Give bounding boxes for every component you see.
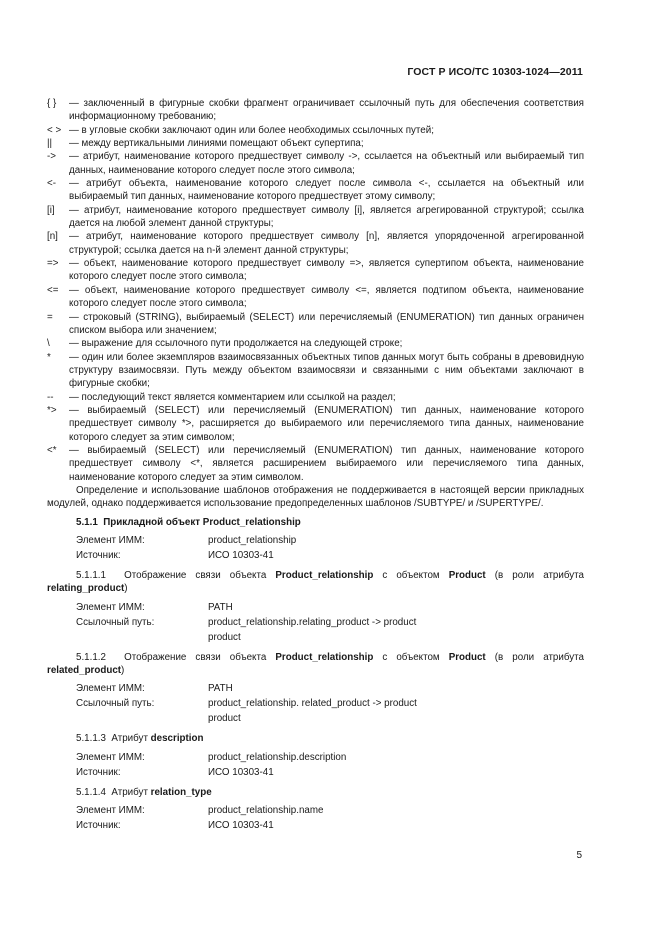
definition-text: — строковый (STRING), выбираемый (SELECT) или перечисляемый (ENUMERATION) тип данных ограничен списком выбора или значением; <box>69 311 584 336</box>
clause-text: Отображение связи объекта <box>124 570 267 581</box>
clause-attributes <box>76 803 584 833</box>
definition-item <box>47 257 584 284</box>
attribute-row <box>76 711 584 726</box>
definition-symbol: <* <box>47 444 57 456</box>
clause-number: 5.1.1.4 <box>76 786 106 798</box>
clause-text: ) <box>121 665 125 677</box>
definition-symbol: <- <box>47 178 56 190</box>
definition-item <box>47 404 584 444</box>
clause-text: ) <box>124 583 128 595</box>
attribute-value: product_relationship <box>208 535 297 546</box>
definition-symbol: < > <box>47 124 62 136</box>
clause-attribute-name: relation_type <box>150 786 212 798</box>
definition-text: — в угловые скобки заключают один или более необходимых ссылочных путей; <box>69 124 434 136</box>
definition-text: — один или более экземпляров взаимосвязанных объектных типов данных могут быть собраны в древовидную структуру взаимосвязи. Путь между объектом взаимосвязи и связанными с ним объектами заключают в фигурные скобки; <box>69 351 584 390</box>
attribute-key: Элемент ИММ: <box>76 535 145 546</box>
attribute-value: product_relationship. related_product -> product <box>208 698 417 710</box>
attribute-row <box>76 803 584 818</box>
definition-symbol: <= <box>47 284 59 296</box>
clause-text: (в роли атрибута <box>494 651 584 663</box>
attribute-row <box>76 818 584 833</box>
attribute-key: Источник: <box>76 820 121 832</box>
attribute-row <box>76 630 584 645</box>
attribute-row <box>76 600 584 615</box>
section-title-entity: Product_relationship <box>202 516 301 528</box>
attribute-row <box>76 681 584 696</box>
clause-text: Атрибут <box>111 733 148 745</box>
clause-role: relating_product <box>47 583 125 595</box>
attribute-value: product_relationship.name <box>208 805 324 817</box>
definition-text: — выражение для ссылочного пути продолжается на следующей строке; <box>69 338 403 350</box>
definition-text: — объект, наименование которого предшествует символу <=, является подтипом объекта, наименование которого следует после этого символа; <box>69 284 584 310</box>
attribute-value: ИСО 10303-41 <box>208 820 274 832</box>
definition-symbol: { } <box>47 98 57 109</box>
attribute-row <box>76 750 584 765</box>
clause-text: (в роли атрибута <box>494 570 584 581</box>
attribute-row <box>76 533 584 548</box>
definition-symbol: *> <box>47 404 57 416</box>
definition-item <box>47 150 584 177</box>
attribute-key: Элемент ИММ: <box>76 805 145 817</box>
attribute-value: ИСО 10303-41 <box>208 766 274 778</box>
attribute-value: product_relationship.relating_product -> product <box>208 616 417 628</box>
attribute-value: product <box>208 713 241 725</box>
clause-text: Отображение связи объекта <box>124 651 267 663</box>
definition-text: — атрибут объекта, наименование которого следует после символа <-, ссылается на объектный или выбираемый тип данных, наименование которого предшествует этому символу; <box>69 178 584 203</box>
clause-text: Атрибут <box>111 786 148 798</box>
attribute-key: Элемент ИММ: <box>76 751 145 763</box>
clause-number: 5.1.1.2 <box>76 651 106 663</box>
clause-attributes <box>76 750 584 780</box>
clause-attributes <box>76 681 584 726</box>
attribute-key: Ссылочный путь: <box>76 616 155 628</box>
definition-item <box>47 444 584 484</box>
attribute-key: Элемент ИММ: <box>76 683 145 695</box>
clause-heading <box>47 569 584 596</box>
definition-item <box>47 230 584 257</box>
definition-item <box>47 97 584 124</box>
clause-text: с объектом <box>382 651 440 663</box>
definition-symbol: [n] <box>47 231 58 243</box>
definition-text: — заключенный в фигурные скобки фрагмент ограничивает ссылочный путь для обеспечения соответствия информационному требованию; <box>69 98 584 123</box>
document-body <box>47 97 584 833</box>
clause-role: related_product <box>47 665 122 677</box>
definition-item <box>47 124 584 137</box>
definition-item <box>47 391 584 404</box>
definition-text: — атрибут, наименование которого предшествует символу [n], является упорядоченной агрегированной структурой; ссылка дается на n-й элемент данной структуры; <box>69 231 584 256</box>
definition-symbol: \ <box>47 338 50 350</box>
attribute-key: Источник: <box>76 550 121 561</box>
attribute-value: product_relationship.description <box>208 751 347 763</box>
definition-text: — выбираемый (SELECT) или перечисляемый (ENUMERATION) тип данных, наименование которого предшествует символу *>, расширяется до выбираемого или перечисляемого типа данных, наименование которого следует за этим символом; <box>69 404 584 443</box>
definition-item <box>47 137 584 150</box>
notation-definitions <box>47 97 584 484</box>
attribute-value: PATH <box>208 601 233 613</box>
document-header: ГОСТ Р ИСО/ТС 10303-1024—2011 <box>407 66 583 78</box>
attribute-value: product <box>208 631 241 643</box>
attribute-key: Элемент ИММ: <box>76 601 145 613</box>
definition-symbol: -- <box>47 391 54 403</box>
definition-text: — последующий текст является комментарием или ссылкой на раздел; <box>69 391 396 403</box>
definition-symbol: * <box>47 351 51 363</box>
attribute-key: Ссылочный путь: <box>76 698 155 710</box>
attribute-value: PATH <box>208 683 233 695</box>
definition-item <box>47 284 584 311</box>
attribute-key <box>76 630 208 645</box>
clause-heading <box>47 732 584 745</box>
section-number: 5.1.1 <box>76 516 98 528</box>
attribute-key <box>76 711 208 726</box>
mapping-templates-paragraph: Определение и использование шаблонов отображения не поддерживается в настоящей версии прикладных модулей, однако поддерживается использование предопределенных шаблонов /SUBTYPE/ и /SUPERTYPE/. <box>47 484 584 510</box>
clause-entity: Product_relationship <box>275 570 374 581</box>
definition-symbol: || <box>47 138 53 150</box>
definition-symbol: [i] <box>47 204 55 216</box>
definition-text: — объект, наименование которого предшествует символу =>, является супертипом объекта, наименование которого следует после этого символа; <box>69 258 584 283</box>
definition-item <box>47 177 584 204</box>
definition-text: — выбираемый (SELECT) или перечисляемый (ENUMERATION) тип данных, наименование которого предшествует символу <*, является расширением выбираемого или перечисляемого типа данных, наименование которого следует за этим символом. <box>69 444 584 483</box>
definition-symbol: => <box>47 258 59 270</box>
definition-text: — между вертикальными линиями помещают объект супертипа; <box>69 138 364 150</box>
clause-entity: Product <box>448 651 486 663</box>
definition-item <box>47 337 584 350</box>
attribute-value: ИСО 10303-41 <box>208 550 274 561</box>
clause-entity: Product_relationship <box>275 651 374 663</box>
section-attributes <box>76 533 584 563</box>
clause-number: 5.1.1.1 <box>76 570 106 581</box>
attribute-row <box>76 765 584 780</box>
clause-entity: Product <box>448 570 486 581</box>
attribute-row <box>76 615 584 630</box>
attribute-row <box>76 696 584 711</box>
definition-text: — атрибут, наименование которого предшествует символу [i], является агрегированной структурой; ссылка дается на любой элемент данной структуры; <box>69 204 584 230</box>
definition-symbol: -> <box>47 151 56 163</box>
definition-item <box>47 204 584 231</box>
clause-heading <box>47 651 584 678</box>
section-title-prefix: Прикладной объект <box>103 516 201 528</box>
definition-item <box>47 351 584 391</box>
attribute-row <box>76 548 584 563</box>
clause-attribute-name: description <box>150 733 204 745</box>
definition-item <box>47 311 584 338</box>
clause-heading <box>47 786 584 799</box>
clause-number: 5.1.1.3 <box>76 733 106 745</box>
definition-symbol: = <box>47 311 53 323</box>
definition-text: — атрибут, наименование которого предшествует символу ->, ссылается на объектный или выбираемый тип данных, наименование которого следует после этого символа; <box>69 151 584 176</box>
clause-text: с объектом <box>382 570 440 581</box>
page-number: 5 <box>576 850 582 861</box>
section-heading <box>76 516 584 529</box>
clause-attributes <box>76 600 584 645</box>
attribute-key: Источник: <box>76 766 121 778</box>
